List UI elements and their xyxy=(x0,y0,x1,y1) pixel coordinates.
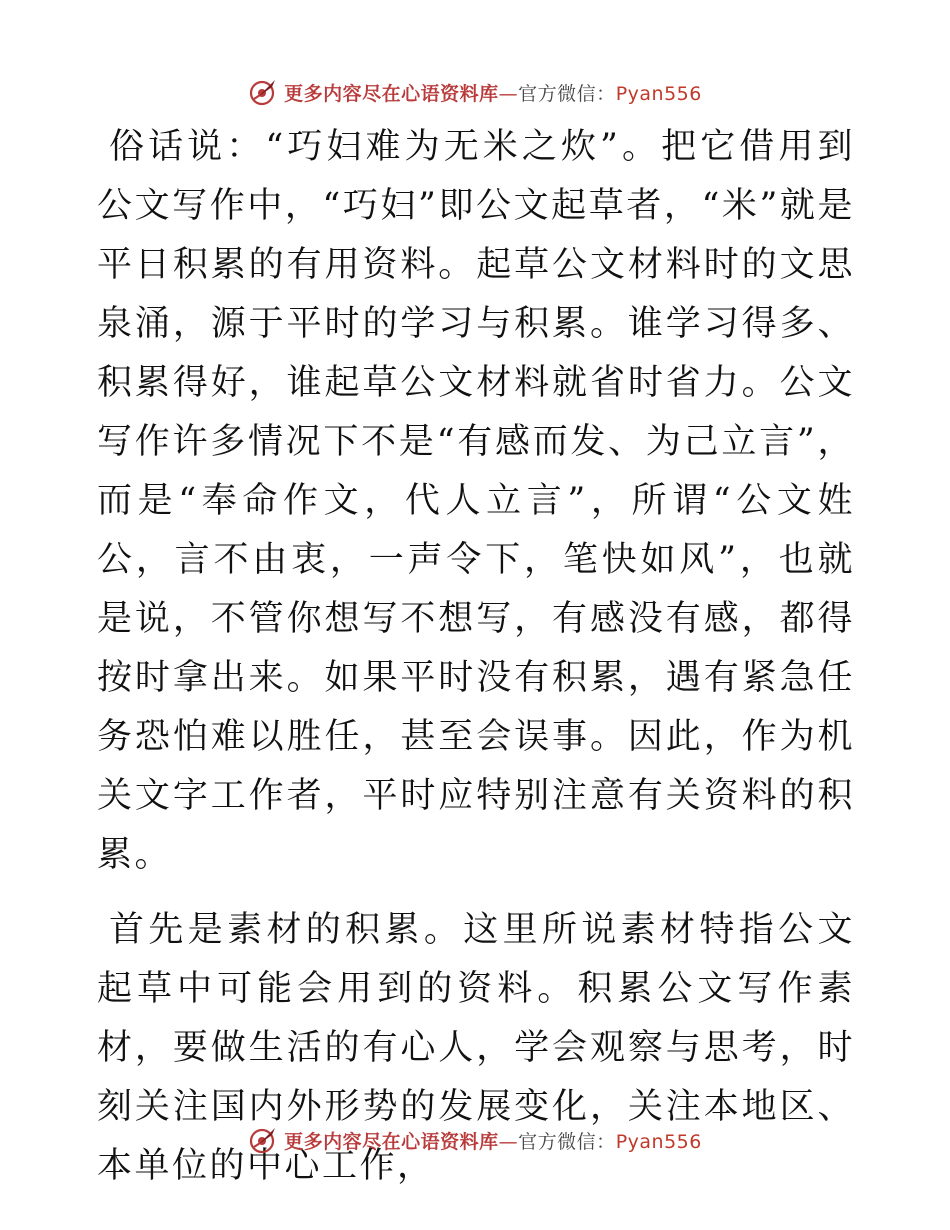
footer-banner xyxy=(0,1120,950,1160)
footer-separator: — xyxy=(498,1130,519,1153)
header-separator: — xyxy=(498,82,519,105)
quill-circle-icon xyxy=(248,77,278,107)
header-brand: 更多内容尽在心语资料库 xyxy=(284,82,499,105)
footer-banner-text xyxy=(284,1127,702,1154)
footer-wechat-label: 官方微信： xyxy=(518,1130,616,1153)
header-banner xyxy=(0,72,950,112)
header-wechat-id: Pyan556 xyxy=(615,82,702,105)
header-wechat-label: 官方微信： xyxy=(518,82,616,105)
footer-wechat-id: Pyan556 xyxy=(615,1130,702,1153)
paragraph-1: 俗话说：“巧妇难为无米之炊”。把它借用到公文写作中，“巧妇”即公文起草者，“米”就是平日积累的有用资料。起草公文材料时的文思泉涌，源于平时的学习与积累。谁学习得多、积累得好，谁起草公文材料就省时省力。公文写作许多情况下不是“有感而发、为己立言”，而是“奉命作文，代人立言”，所谓“公文姓公，言不由衷，一声令下，笔快如风”，也就是说，不管你想写不想写，有感没有感，都得按时拿出来。如果平时没有积累，遇有紧急任务恐怕难以胜任，甚至会误事。因此，作为机关文字工作者，平时应特别注意有关资料的积累。 xyxy=(97,127,855,875)
header-banner-text xyxy=(284,79,702,106)
paragraph-2: 首先是素材的积累。这里所说素材特指公文起草中可能会用到的资料。积累公文写作素材，要做生活的有心人，学会观察与思考，时刻关注国内外形势的发展变化，关注本地区、本单位的中心工作， xyxy=(97,910,855,1186)
quill-circle-icon xyxy=(248,1125,278,1155)
footer-brand: 更多内容尽在心语资料库 xyxy=(284,1130,499,1153)
document-body xyxy=(97,118,855,1196)
